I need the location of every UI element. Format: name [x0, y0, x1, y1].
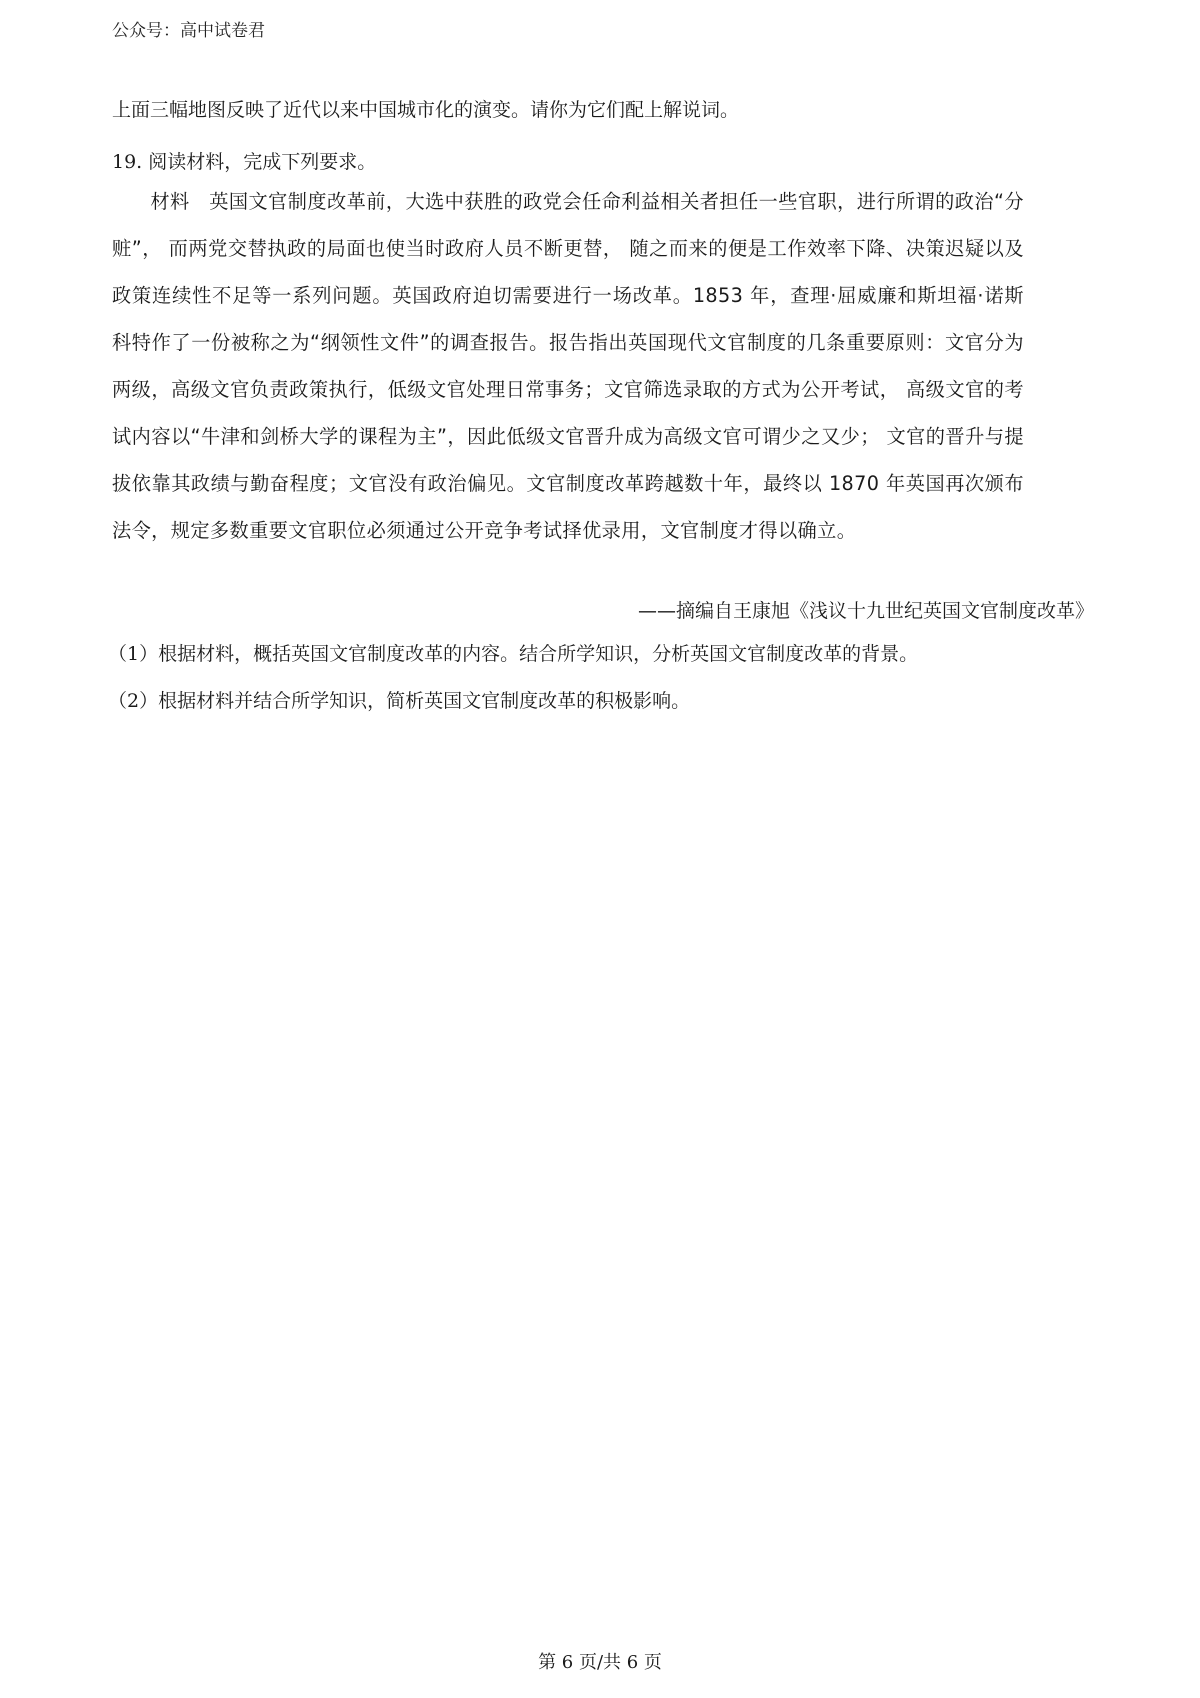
material-source: ——摘编自王康旭《浅议十九世纪英国文官制度改革》	[637, 600, 1094, 622]
question-19-part-1: （1）根据材料，概括英国文官制度改革的内容。结合所学知识，分析英国文官制度改革的背景。	[108, 643, 919, 665]
question-19-part-2: （2）根据材料并结合所学知识，简析英国文官制度改革的积极影响。	[108, 690, 691, 712]
question-19-material: 材料 英国文官制度改革前，大选中获胜的政党会任命利益相关者担任一些官职，进行所谓的政治“分赃”， 而两党交替执政的局面也使当时政府人员不断更替， 随之而来的便是工作效率下降、决策迟疑以及政策连续性不足等一系列问题。英国政府迫切需要进行一场改革。1853 年，查理·屈威廉和斯坦福·诺斯科特作了一份被称之为“纲领性文件”的调查报告。报告指出英国现代文官制度的几条重要原则：文官分为两级，高级文官负责政策执行，低级文官处理日常事务；文官筛选录取的方式为公开考试， 高级文官的考试内容以“牛津和剑桥大学的课程为主”，因此低级文官晋升成为高级文官可谓少之又少； 文官的晋升与提拔依靠其政绩与勤奋程度；文官没有政治偏见。文官制度改革跨越数十年，最终以 1870 年英国再次颁布法令，规定多数重要文官职位必须通过公开竞争考试择优录用，文官制度才得以确立。	[112, 190, 1024, 542]
page-number: 第 6 页/共 6 页	[538, 1652, 662, 1673]
map-question-prompt: 上面三幅地图反映了近代以来中国城市化的演变。请你为它们配上解说词。	[112, 99, 740, 121]
question-19-title: 19. 阅读材料，完成下列要求。	[112, 151, 377, 173]
header-watermark: 公众号：高中试卷君	[112, 21, 265, 41]
